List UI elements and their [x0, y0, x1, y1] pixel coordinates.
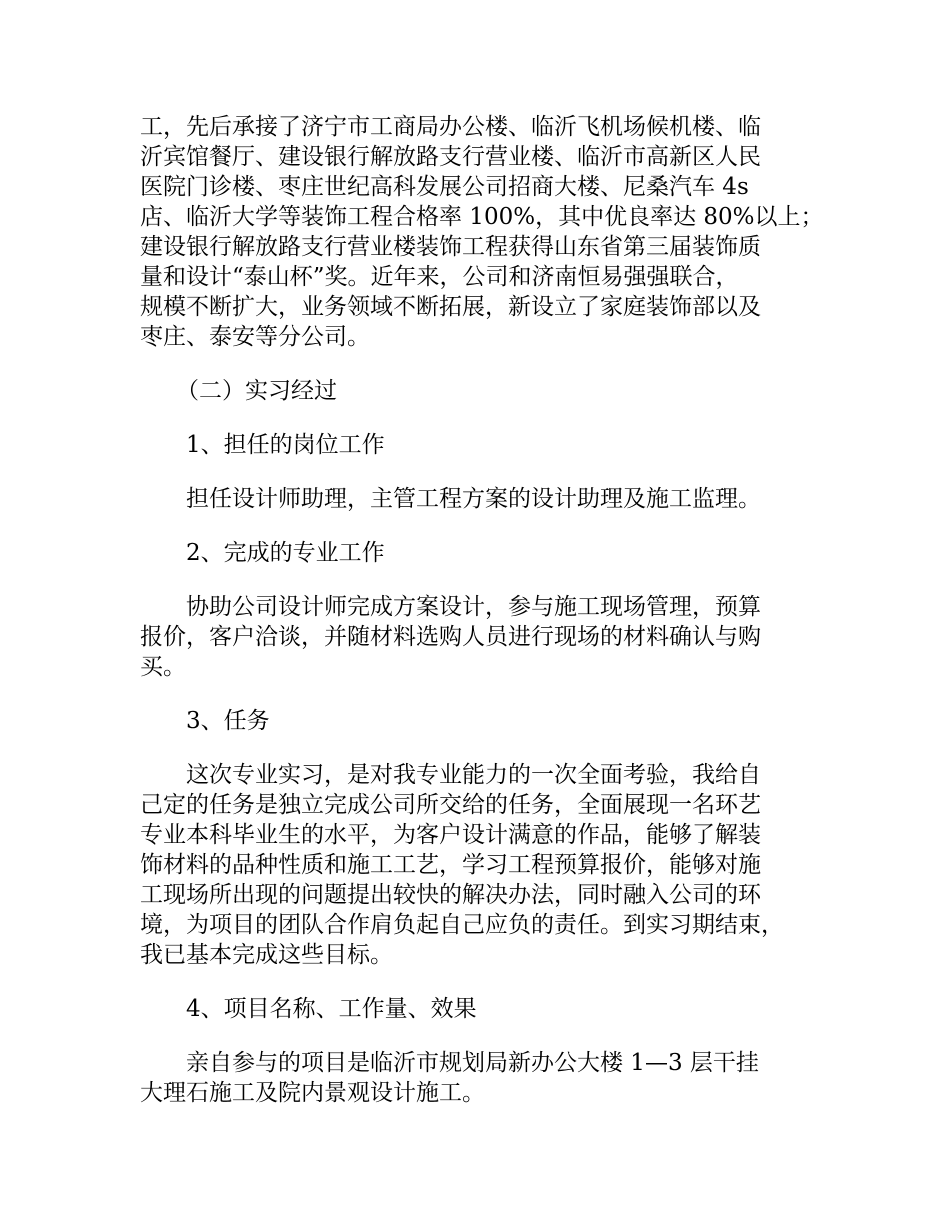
item-heading-3: 3、任务 — [186, 708, 270, 734]
paragraph-line: 亲自参与的项目是临沂市规划局新办公大楼 1—3 层干挂 — [186, 1050, 759, 1076]
paragraph-line: 专业本科毕业生的水平，为客户设计满意的作品，能够了解装 — [140, 822, 761, 848]
paragraph-line: 买。 — [140, 654, 186, 680]
paragraph-line: 工，先后承接了济宁市工商局办公楼、临沂飞机场候机楼、临 — [140, 114, 761, 140]
paragraph-line: 境，为项目的团队合作肩负起自己应负的责任。到实习期结束， — [140, 912, 784, 938]
paragraph-line: 店、临沂大学等装饰工程合格率 100%，其中优良率达 80%以上； — [140, 204, 824, 230]
paragraph-line: 大理石施工及院内景观设计施工。 — [140, 1080, 485, 1106]
paragraph-line: 枣庄、泰安等分公司。 — [140, 324, 370, 350]
paragraph-line: 这次专业实习，是对我专业能力的一次全面考验，我给自 — [186, 762, 761, 788]
paragraph-line: 饰材料的品种性质和施工工艺，学习工程预算报价，能够对施 — [140, 852, 761, 878]
paragraph-line: 担任设计师助理，主管工程方案的设计助理及施工监理。 — [186, 486, 761, 512]
intro-paragraph — [140, 112, 840, 352]
item-paragraph-1 — [140, 484, 840, 514]
paragraph-line: 协助公司设计师完成方案设计，参与施工现场管理，预算 — [186, 594, 761, 620]
section-heading: （二）实习经过 — [176, 378, 337, 404]
item-heading-1: 1、担任的岗位工作 — [186, 432, 385, 458]
paragraph-line: 报价，客户洽谈，并随材料选购人员进行现场的材料确认与购 — [140, 624, 761, 650]
item-paragraph-3 — [140, 760, 840, 970]
paragraph-line: 己定的任务是独立完成公司所交给的任务，全面展现一名环艺 — [140, 792, 761, 818]
paragraph-line: 建设银行解放路支行营业楼装饰工程获得山东省第三届装饰质 — [140, 234, 761, 260]
item-paragraph-2 — [140, 592, 840, 682]
document-page — [140, 112, 840, 1108]
paragraph-line: 工现场所出现的问题提出较快的解决办法，同时融入公司的环 — [140, 882, 761, 908]
paragraph-line: 量和设计“泰山杯”奖。近年来，公司和济南恒易强强联合， — [140, 264, 739, 290]
paragraph-line: 规模不断扩大，业务领域不断拓展，新设立了家庭装饰部以及 — [140, 294, 761, 320]
paragraph-line: 我已基本完成这些目标。 — [140, 942, 393, 968]
item-heading-4: 4、项目名称、工作量、效果 — [186, 996, 477, 1022]
paragraph-line: 沂宾馆餐厅、建设银行解放路支行营业楼、临沂市高新区人民 — [140, 144, 761, 170]
item-heading-2: 2、完成的专业工作 — [186, 540, 385, 566]
item-paragraph-4 — [140, 1048, 840, 1108]
paragraph-line: 医院门诊楼、枣庄世纪高科发展公司招商大楼、尼桑汽车 4s — [140, 174, 749, 200]
